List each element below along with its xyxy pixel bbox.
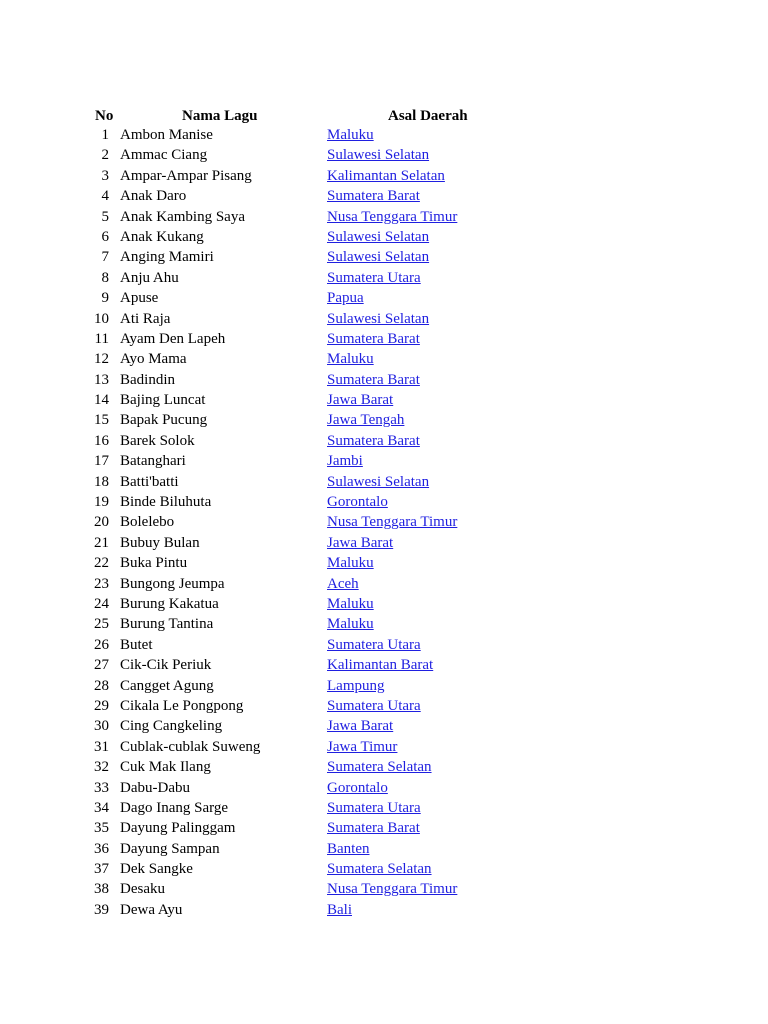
row-number: 23 <box>94 575 109 592</box>
table-row <box>0 145 768 165</box>
table-row <box>0 451 768 471</box>
row-number: 1 <box>101 127 109 143</box>
row-number: 39 <box>94 901 109 918</box>
table-row <box>0 512 768 532</box>
song-name: Cik-Cik Periuk <box>120 657 212 674</box>
song-name: Dayung Palinggam <box>120 820 236 837</box>
song-name: Bungong Jeumpa <box>120 575 225 592</box>
table-row <box>0 553 768 573</box>
song-name: Ambon Manise <box>120 127 213 143</box>
region-link[interactable]: Jawa Timur <box>327 738 398 755</box>
row-number: 16 <box>94 432 109 449</box>
table-row <box>0 879 768 899</box>
song-name: Cublak-cublak Suweng <box>120 738 261 755</box>
region-link[interactable]: Sulawesi Selatan <box>327 228 430 245</box>
table-row <box>0 716 768 736</box>
row-number: 3 <box>101 167 109 184</box>
region-link[interactable]: Maluku <box>327 351 374 368</box>
table-row <box>0 635 768 655</box>
table-row <box>0 410 768 430</box>
region-link[interactable]: Sumatera Barat <box>327 371 420 388</box>
row-number: 24 <box>94 595 109 612</box>
song-name: Anak Daro <box>120 188 187 205</box>
song-name: Bajing Luncat <box>120 392 206 409</box>
row-number: 32 <box>94 759 109 776</box>
column-header-region: Asal Daerah <box>388 108 468 124</box>
row-number: 31 <box>94 738 109 755</box>
table-row <box>0 818 768 838</box>
region-link[interactable]: Gorontalo <box>327 494 388 511</box>
table-row <box>0 390 768 410</box>
region-link[interactable]: Jambi <box>327 453 363 470</box>
song-name: Dayung Sampan <box>120 840 220 857</box>
row-number: 18 <box>94 473 109 490</box>
song-name: Anak Kukang <box>120 228 204 245</box>
region-link[interactable]: Sumatera Barat <box>327 188 420 205</box>
region-link[interactable]: Sumatera Utara <box>327 799 421 816</box>
song-name: Burung Kakatua <box>120 595 219 612</box>
row-number: 9 <box>101 290 109 307</box>
row-number: 12 <box>94 351 109 368</box>
region-link[interactable]: Gorontalo <box>327 779 388 796</box>
song-name: Ayo Mama <box>120 351 187 368</box>
region-link[interactable]: Sulawesi Selatan <box>327 473 430 490</box>
song-name: Bolelebo <box>120 514 175 531</box>
table-row <box>0 839 768 859</box>
region-link[interactable]: Sumatera Barat <box>327 820 420 837</box>
region-link[interactable]: Kalimantan Selatan <box>327 167 445 184</box>
region-link[interactable]: Sumatera Selatan <box>327 759 432 776</box>
row-number: 13 <box>94 371 109 388</box>
row-number: 30 <box>94 718 109 735</box>
row-number: 14 <box>94 392 109 409</box>
table-row <box>0 676 768 696</box>
table-row <box>0 492 768 512</box>
row-number: 11 <box>94 330 109 347</box>
region-link[interactable]: Jawa Tengah <box>327 412 405 429</box>
row-number: 27 <box>94 657 109 674</box>
row-number: 2 <box>101 147 109 164</box>
row-number: 4 <box>101 188 109 205</box>
row-number: 8 <box>101 269 109 286</box>
song-name: Batti'batti <box>120 473 179 490</box>
region-link[interactable]: Maluku <box>327 595 374 612</box>
region-link[interactable]: Sumatera Barat <box>327 330 420 347</box>
table-row <box>0 125 768 145</box>
region-link[interactable]: Maluku <box>327 555 374 572</box>
row-number: 29 <box>94 697 109 714</box>
region-link[interactable]: Sulawesi Selatan <box>327 249 430 266</box>
song-name: Burung Tantina <box>120 616 214 633</box>
region-link[interactable]: Jawa Barat <box>327 392 394 409</box>
table-row <box>0 186 768 206</box>
table-row <box>0 757 768 777</box>
song-name: Butet <box>120 636 153 653</box>
row-number: 33 <box>94 779 109 796</box>
song-name: Anging Mamiri <box>120 249 214 266</box>
table-row <box>0 614 768 634</box>
row-number: 5 <box>101 208 109 225</box>
region-link[interactable]: Nusa Tenggara Timur <box>327 881 458 898</box>
region-link[interactable]: Papua <box>327 290 364 307</box>
song-name: Ayam Den Lapeh <box>120 330 226 347</box>
region-link[interactable]: Nusa Tenggara Timur <box>327 514 458 531</box>
row-number: 19 <box>94 494 109 511</box>
region-link[interactable]: Nusa Tenggara Timur <box>327 208 458 225</box>
table-row <box>0 472 768 492</box>
song-name: Desaku <box>120 881 165 898</box>
table-row <box>0 533 768 553</box>
song-name: Ati Raja <box>120 310 171 327</box>
region-link[interactable]: Sumatera Utara <box>327 697 421 714</box>
region-link[interactable]: Sulawesi Selatan <box>327 147 430 164</box>
row-number: 36 <box>94 840 109 857</box>
region-link[interactable]: Bali <box>327 901 352 918</box>
table-row <box>0 655 768 675</box>
region-link[interactable]: Aceh <box>327 575 359 592</box>
table-row <box>0 859 768 879</box>
song-name: Dago Inang Sarge <box>120 799 229 816</box>
song-name: Badindin <box>120 371 175 388</box>
song-name: Bubuy Bulan <box>120 534 200 551</box>
table-row <box>0 309 768 329</box>
row-number: 38 <box>94 881 109 898</box>
row-number: 17 <box>94 453 109 470</box>
region-link[interactable]: Sumatera Barat <box>327 432 420 449</box>
table-row <box>0 349 768 369</box>
table-row <box>0 431 768 451</box>
region-link[interactable]: Sumatera Utara <box>327 269 421 286</box>
region-link[interactable]: Sulawesi Selatan <box>327 310 430 327</box>
region-link[interactable]: Banten <box>327 840 370 857</box>
song-name: Ampar-Ampar Pisang <box>120 167 252 184</box>
table-row <box>0 798 768 818</box>
region-link[interactable]: Jawa Barat <box>327 534 394 551</box>
song-name: Binde Biluhuta <box>120 494 212 511</box>
region-link[interactable]: Jawa Barat <box>327 718 394 735</box>
row-number: 7 <box>101 249 109 266</box>
song-name: Anak Kambing Saya <box>120 208 245 225</box>
table-row <box>0 288 768 308</box>
row-number: 6 <box>101 228 109 245</box>
column-header-no: No <box>95 108 114 124</box>
table-header <box>0 106 768 126</box>
table-row <box>0 268 768 288</box>
row-number: 21 <box>94 534 109 551</box>
column-header-song-name: Nama Lagu <box>182 108 258 124</box>
row-number: 15 <box>94 412 109 429</box>
table-row <box>0 900 768 920</box>
table-row <box>0 574 768 594</box>
row-number: 20 <box>94 514 109 531</box>
song-name: Barek Solok <box>120 432 195 449</box>
region-link[interactable]: Sumatera Selatan <box>327 861 432 878</box>
table-row <box>0 329 768 349</box>
song-name: Buka Pintu <box>120 555 188 572</box>
table-row <box>0 247 768 267</box>
song-name: Cuk Mak Ilang <box>120 759 211 776</box>
row-number: 37 <box>94 861 109 878</box>
song-name: Cangget Agung <box>120 677 214 694</box>
song-name: Dabu-Dabu <box>120 779 190 796</box>
row-number: 25 <box>94 616 109 633</box>
song-name: Anju Ahu <box>120 269 179 286</box>
region-link[interactable]: Lampung <box>327 677 385 694</box>
song-name: Dek Sangke <box>120 861 193 878</box>
region-link[interactable]: Kalimantan Barat <box>327 657 434 674</box>
row-number: 26 <box>94 636 109 653</box>
table-row <box>0 696 768 716</box>
row-number: 35 <box>94 820 109 837</box>
song-name: Ammac Ciang <box>120 147 208 164</box>
song-name: Bapak Pucung <box>120 412 208 429</box>
song-table-body <box>0 125 768 920</box>
table-row <box>0 778 768 798</box>
region-link[interactable]: Maluku <box>327 127 374 143</box>
song-name: Batanghari <box>120 453 186 470</box>
row-number: 34 <box>94 799 109 816</box>
region-link[interactable]: Sumatera Utara <box>327 636 421 653</box>
song-name: Apuse <box>120 290 159 307</box>
table-row <box>0 370 768 390</box>
table-row <box>0 594 768 614</box>
row-number: 28 <box>94 677 109 694</box>
table-row <box>0 227 768 247</box>
song-name: Dewa Ayu <box>120 901 183 918</box>
row-number: 22 <box>94 555 109 572</box>
table-row <box>0 166 768 186</box>
table-row <box>0 207 768 227</box>
region-link[interactable]: Maluku <box>327 616 374 633</box>
song-name: Cikala Le Pongpong <box>120 697 244 714</box>
row-number: 10 <box>94 310 109 327</box>
table-row <box>0 737 768 757</box>
song-name: Cing Cangkeling <box>120 718 223 735</box>
